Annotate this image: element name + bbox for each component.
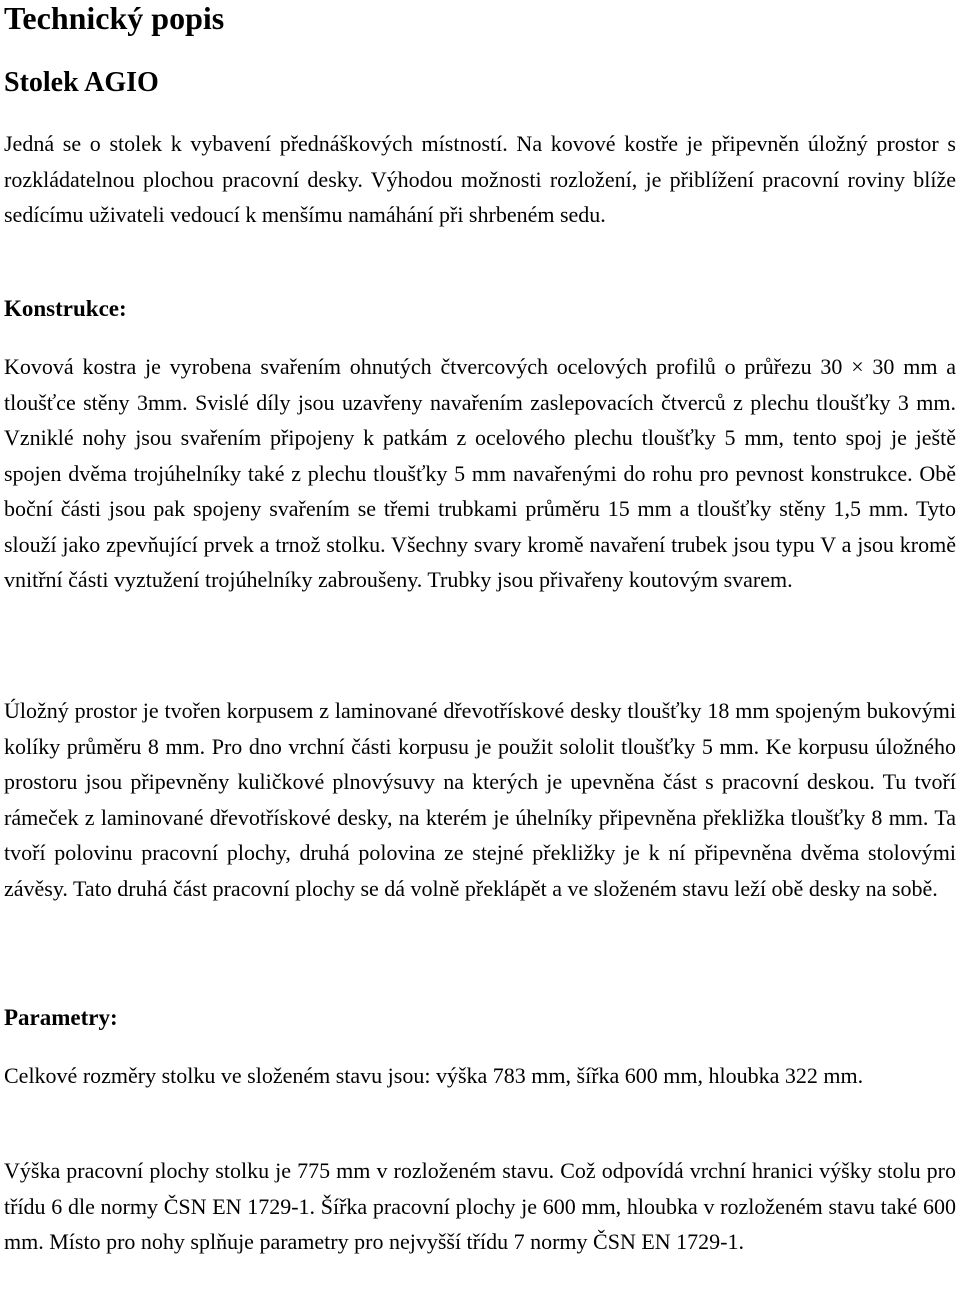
konstrukce-heading: Konstrukce: [4, 296, 127, 321]
parametry-heading: Parametry: [4, 1005, 118, 1030]
konstrukce-paragraph-2: Úložný prostor je tvořen korpusem z laminované dřevotřískové desky tloušťky 18 mm spojeným bukovými kolíky průměru 8 mm. Pro dno vrchní části korpusu je použit sololit tloušťky 5 mm. Ke korpusu úložného prostoru jsou připevněny kuličkové plnovýsuvy na kterých je upevněna část s pracovní deskou. Tu tvoří rámeček z laminované dřevotřískové desky, na kterém je úhelníky připevněna překližka tloušťky 8 mm. Ta tvoří polovinu pracovní plochy, druhá polovina ze stejné překližky je k ní připevněna dvěma stolovými závěsy. Tato druhá část pracovní plochy se dá volně překlápět a ve složeném stavu leží obě desky na sobě. [4, 698, 956, 901]
konstrukce-paragraph-1: Kovová kostra je vyrobena svařením ohnutých čtvercových ocelových profilů o průřezu 30 × 30 mm a tloušťce stěny 3mm. Svislé díly jsou uzavřeny navařením zaslepovacích čtverců z plechu tloušťky 3 mm. Vzniklé nohy jsou svařením připojeny k patkám z ocelového plechu tloušťky 5 mm, tento spoj je ještě spojen dvěma trojúhelníky také z plechu tloušťky 5 mm navařenými do rohu pro pevnost konstrukce. Obě boční části jsou pak spojeny svařením se třemi trubkami průměru 15 mm a tloušťky stěny 1,5 mm. Tyto slouží jako zpevňující prvek a trnož stolku. Všechny svary kromě navaření trubek jsou typu V a jsou kromě vnitřní části vyztužení trojúhelníky zabroušeny. Trubky jsou přivařeny koutovým svarem. [4, 354, 956, 592]
document-subtitle: Stolek AGIO [4, 67, 159, 98]
intro-paragraph: Jedná se o stolek k vybavení přednáškových místností. Na kovové kostře je připevněn úložný prostor s rozkládatelnou plochou pracovní desky. Výhodou možnosti rozložení, je přiblížení pracovní roviny blíže sedícímu uživateli vedoucí k menšímu namáhání při shrbeném sedu. [4, 131, 956, 227]
document-title: Technický popis [4, 0, 225, 36]
parametry-paragraph-2: Výška pracovní plochy stolku je 775 mm v rozloženém stavu. Což odpovídá vrchní hranici výšky stolu pro třídu 6 dle normy ČSN EN 1729-1. Šířka pracovní plochy je 600 mm, hloubka v rozloženém stavu také 600 mm. Místo pro nohy splňuje parametry pro nejvyšší třídu 7 normy ČSN EN 1729-1. [4, 1158, 956, 1254]
parametry-paragraph-1: Celkové rozměry stolku ve složeném stavu jsou: výška 783 mm, šířka 600 mm, hloubka 322 mm. [4, 1063, 864, 1088]
